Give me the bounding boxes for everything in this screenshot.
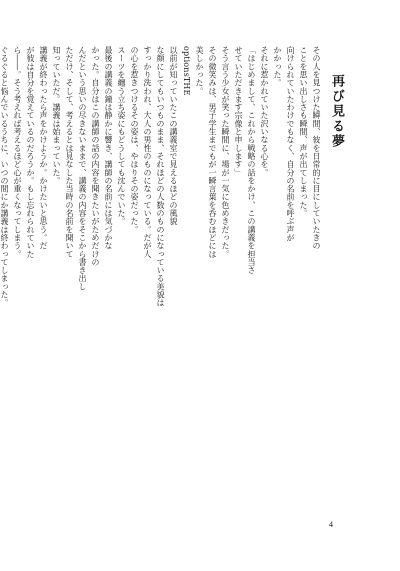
text-column: かかった。 xyxy=(273,46,282,87)
text-column: それに惹かれていた沢いなる心を。 xyxy=(260,46,269,177)
text-column: ことを思い出しさも瞬間、声が出てしまった。 xyxy=(299,46,308,218)
text-column: が彼は自分を覚えているのだろうか。もし忘れられていた xyxy=(26,46,35,258)
text-column: 美しかった。 xyxy=(195,46,204,95)
text-column: 最後の講義の鐘は静かに響き、講師の名前には気づかな xyxy=(104,46,113,250)
text-column: そう言う少女が笑った瞬間に、場が一気に色めきだった。 xyxy=(221,46,230,258)
text-column: スーツを纏う立ち姿にもどうしても沈んでいた。 xyxy=(117,46,126,226)
text-column: の心を惹きつけるその姿は、やはりその姿だった。 xyxy=(130,46,139,234)
text-column: その微笑みは、男子学生までもが一瞬言葉を呑むほどには xyxy=(208,46,217,258)
text-column: 「はじめまして、これから戦略の話をかけ、この講義を担当さ xyxy=(247,46,256,275)
text-column: 知っていただ。講義は始まっていた。 xyxy=(52,46,61,185)
text-column: せていただきます宗像と申します」 xyxy=(234,46,243,177)
text-column: ただけ、そして、考えるとは見なした当時の名前を聞いて xyxy=(65,46,74,258)
text-column: すっかり洗われ、大人の男性のものになっている。だが人 xyxy=(143,46,152,258)
text-column: かった。自分はこの講師の話の内容を聞きたいがためだけの xyxy=(91,46,100,267)
vertical-text-body xyxy=(0,46,349,516)
page-number: 4 xyxy=(329,520,333,529)
chapter-title: 再び見る夢 xyxy=(329,74,344,149)
text-column: ら――。そう考えれば考えるほど心が重くなってしまう。 xyxy=(13,46,22,258)
text-column: optionsTHE xyxy=(182,46,191,96)
text-column: 以前が知っていたこの講義室で見えるほどの風貌 xyxy=(169,46,178,226)
text-column: 向けられていたわけでもなく、自分の名前を呼ぶ声が xyxy=(286,46,295,242)
text-column: 講義が終わったら声をかけようか。かけたいと思う。だ xyxy=(39,46,48,250)
text-column: な顔にしてもいつものまま、それほどの人数のものになっている美貌は xyxy=(156,46,165,307)
text-column: その人を見つけた瞬間、彼を日常的に目にしていたきの xyxy=(312,46,321,250)
text-column: ぐるぐると悩んでいるうちに、いつの間にか講義は終わってしまった。 xyxy=(0,46,9,307)
text-column: んだという思いの尽きないままで、講義の内容をそこから書き出し xyxy=(78,46,87,291)
